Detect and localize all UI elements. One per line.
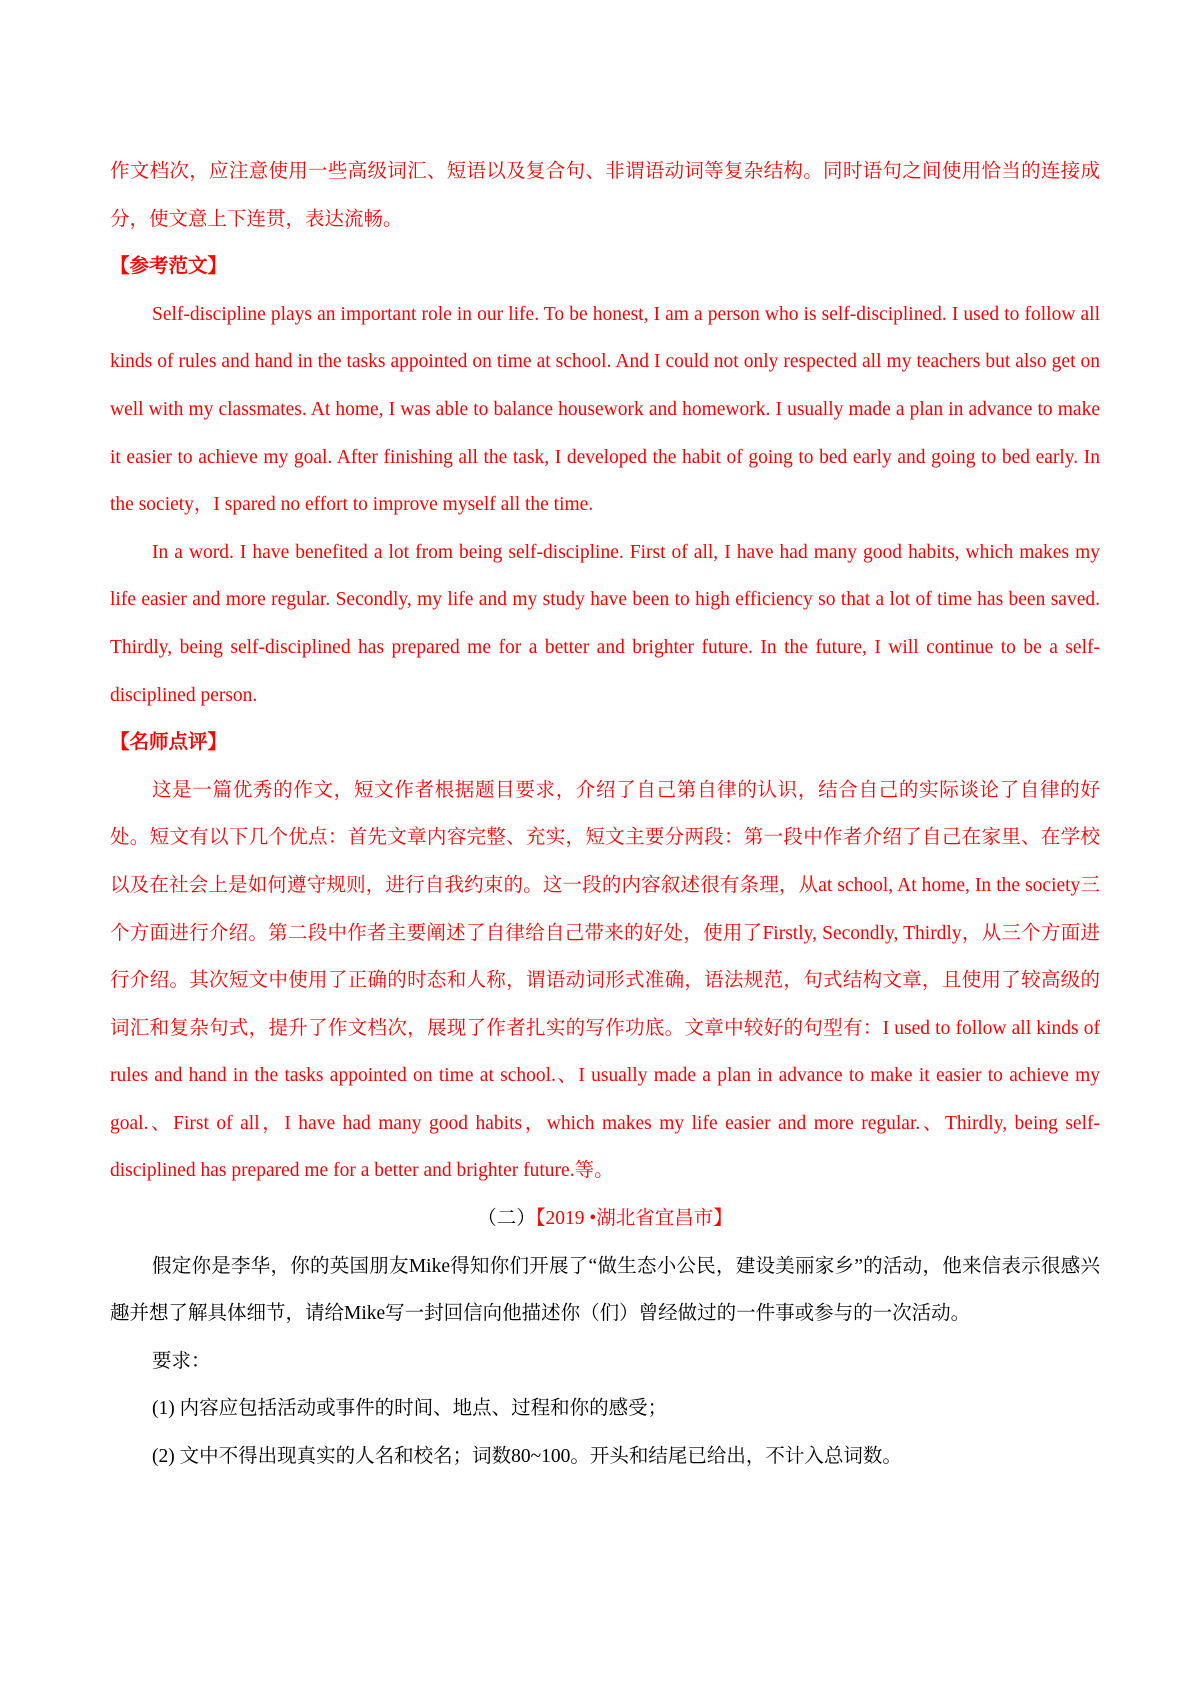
section-two-title — [110, 1195, 1100, 1243]
model-essay-paragraph-1: Self-discipline plays an important role in our life. To be honest, I am a person who is self-disciplined. I used to follow all kinds of rules and hand in the tasks appointed on time at school. And I could not only respected all my teachers but also get on well with my classmates. At home, I was able to balance housework and homework. I usually made a plan in advance to make it easier to achieve my goal. After finishing all the task, I developed the habit of going to bed early and going to bed early. In the society，I spared no effort to improve myself all the time. — [110, 303, 1100, 516]
model-essay-heading: 【参考范文】 — [110, 256, 228, 278]
page-content — [110, 148, 1100, 1481]
requirement-item-2: (2) 文中不得出现真实的人名和校名；词数80~100。开头和结尾已给出，不计入总词数。 — [152, 1446, 902, 1468]
teacher-comment-heading: 【名师点评】 — [110, 732, 228, 754]
requirement-item-1: (1) 内容应包括活动或事件的时间、地点、过程和你的感受； — [152, 1398, 668, 1420]
section-two-source: 【2019 •湖北省宜昌市】 — [535, 1208, 733, 1230]
requirements-label: 要求： — [152, 1350, 211, 1372]
teacher-comment-text: 这是一篇优秀的作文，短文作者根据题目要求，介绍了自己第自律的认识，结合自己的实际谈论了自律的好处。短文有以下几个优点：首先文章内容完整、充实，短文主要分两段：第一段中作者介绍了自己在家里、在学校以及在社会上是如何遵守规则，进行自我约束的。这一段的内容叙述很有条理，从at school, At home, In the society三个方面进行介绍。第二段中作者主要阐述了自律给自己带来的好处，使用了Firstly, Secondly, Thirdly，从三个方面进行介绍。其次短文中使用了正确的时态和人称，谓语动词形式准确，语法规范，句式结构文章，且使用了较高级的词汇和复杂句式，提升了作文档次，展现了作者扎实的写作功底。文章中较好的句型有：I used to follow all kinds of rules and hand in the tasks appointed on time at school.、I usually made a plan in advance to make it easier to achieve my goal.、First of all，I have had many good habits，which makes my life easier and more regular.、Thirdly, being self-disciplined has prepared me for a better and brighter future.等。 — [110, 779, 1100, 1182]
model-essay-paragraph-2: In a word. I have benefited a lot from being self-discipline. First of all, I have had many good habits, which makes my life easier and more regular. Secondly, my life and my study have been to high efficiency so that a lot of time has been saved. Thirdly, being self-disciplined has prepared me for a better and brighter future. In the future, I will continue to be a self-disciplined person. — [110, 541, 1100, 706]
section-two-number: （二） — [477, 1208, 536, 1230]
section-two-prompt: 假定你是李华，你的英国朋友Mike得知你们开展了“做生态小公民，建设美丽家乡”的活动，他来信表示很感兴趣并想了解具体细节，请给Mike写一封回信向他描述你（们）曾经做过的一件事或参与的一次活动。 — [110, 1255, 1100, 1325]
analysis-tail: 作文档次，应注意使用一些高级词汇、短语以及复合句、非谓语动词等复杂结构。同时语句之间使用恰当的连接成分，使文意上下连贯，表达流畅。 — [110, 161, 1100, 230]
